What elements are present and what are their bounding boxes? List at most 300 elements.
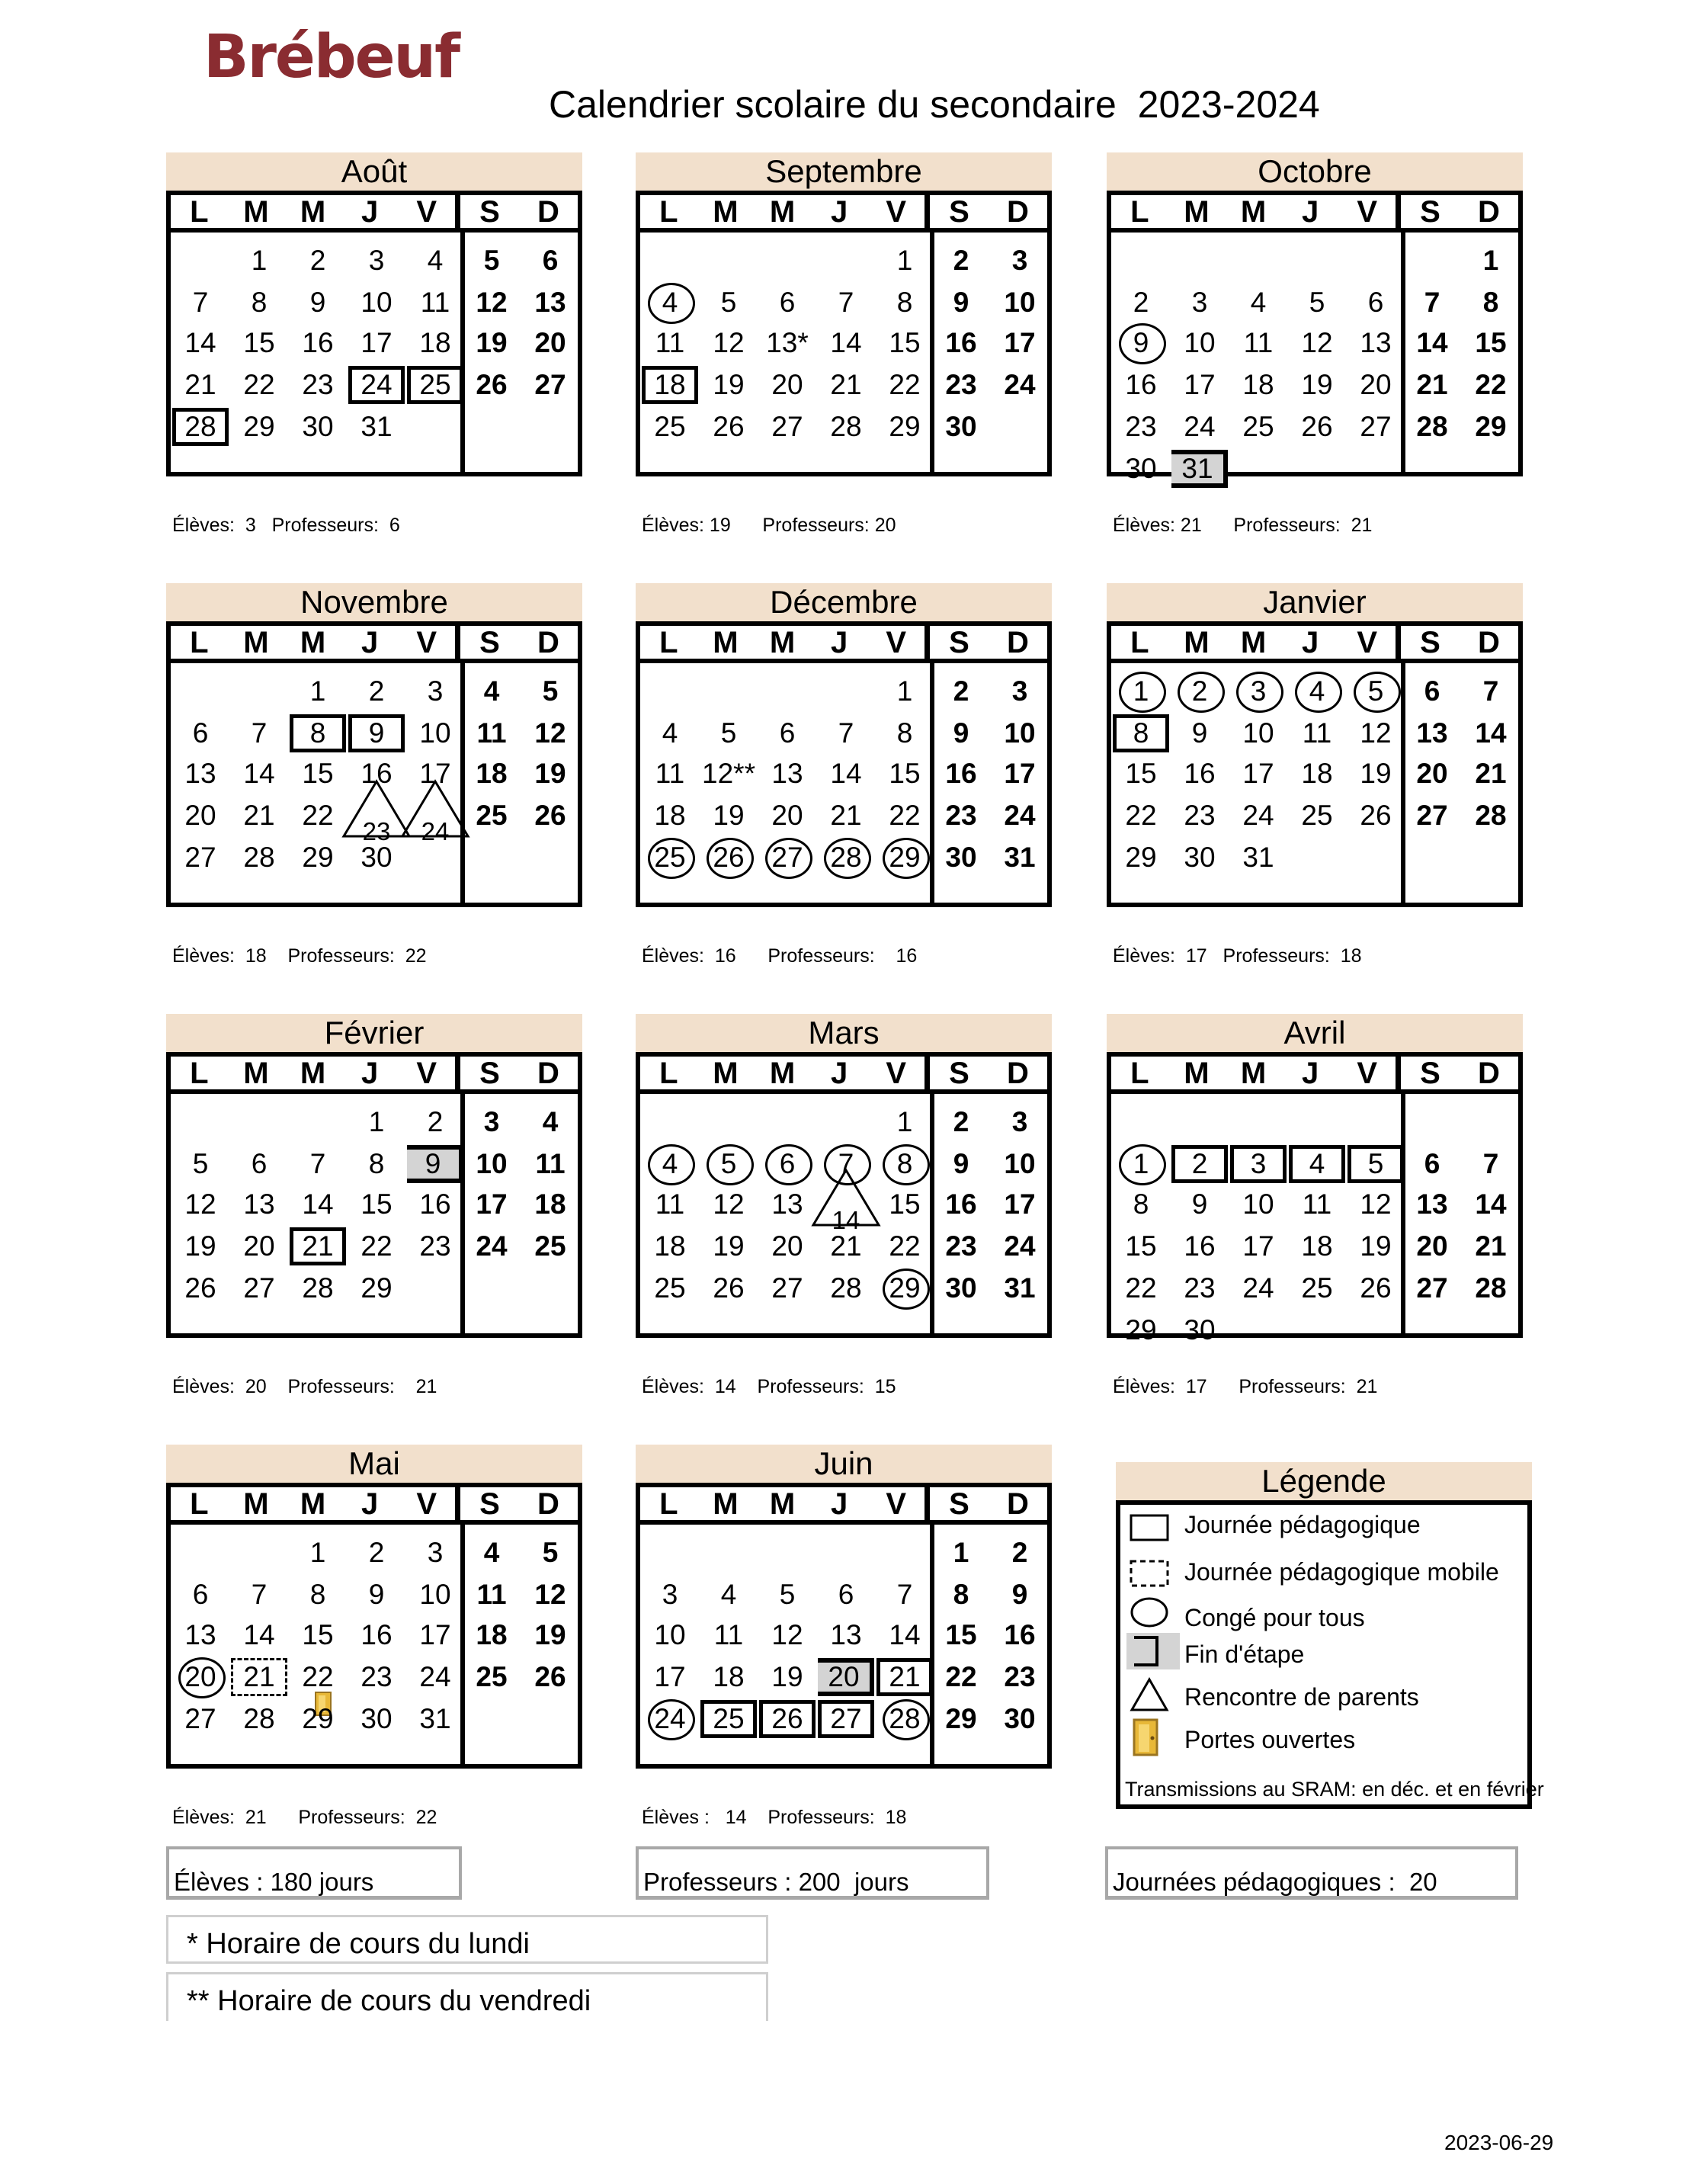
day-number: 18 xyxy=(476,758,508,789)
calendar-day xyxy=(992,1658,1048,1696)
day-number: 11 xyxy=(476,1579,507,1610)
day-number: 5 xyxy=(483,245,500,276)
calendar-day xyxy=(818,797,874,835)
day-number: 13 xyxy=(771,758,803,789)
weekday-header xyxy=(1107,191,1523,233)
calendar-days xyxy=(166,233,582,476)
day-number: 27 xyxy=(184,842,216,873)
calendar-day xyxy=(933,324,989,362)
calendar-day xyxy=(1463,324,1519,362)
calendar-day xyxy=(407,1534,463,1572)
month-6 xyxy=(166,1014,582,1338)
calendar-day xyxy=(700,1185,757,1224)
day-number: 10 xyxy=(419,717,451,749)
weekday-label: D xyxy=(1478,626,1500,659)
calendar-day xyxy=(1171,1227,1228,1265)
legend-item-portes-ouvertes: Portes ouvertes xyxy=(1184,1726,1356,1753)
day-number: 5 xyxy=(542,675,559,707)
calendar-day xyxy=(1230,284,1287,322)
legend-title: Légende xyxy=(1116,1462,1532,1500)
day-number: 13 xyxy=(243,1188,275,1220)
calendar-day xyxy=(1230,324,1287,362)
day-number: 14 xyxy=(830,758,862,789)
day-number: 6 xyxy=(779,287,796,318)
calendar-day xyxy=(348,284,405,322)
calendar-day xyxy=(172,714,229,752)
month-name: Octobre xyxy=(1107,152,1523,191)
day-number: 15 xyxy=(361,1188,393,1220)
day-number: 15 xyxy=(302,758,334,789)
weekday-label: L xyxy=(659,626,678,659)
calendar-day xyxy=(759,1185,816,1224)
day-number: 16 xyxy=(1184,1230,1216,1262)
month-day-counts: Élèves: 21 Professeurs: 21 xyxy=(1113,515,1373,536)
day-number: 5 xyxy=(1309,287,1325,318)
calendar-day xyxy=(876,366,933,404)
day-number: 17 xyxy=(1242,758,1274,789)
day-number: 7 xyxy=(838,717,854,749)
day-number: 30 xyxy=(1184,1314,1216,1345)
calendar-day xyxy=(1347,1185,1404,1224)
day-number: 11 xyxy=(1302,1188,1332,1220)
month-day-counts: Élèves: 18 Professeurs: 22 xyxy=(172,945,427,967)
calendar-day xyxy=(759,1145,816,1183)
weekday-label: M xyxy=(1240,1057,1267,1090)
calendar-day xyxy=(522,1616,578,1654)
calendar-day xyxy=(1171,324,1228,362)
day-number: 22 xyxy=(243,369,275,400)
day-number: 14 xyxy=(302,1188,334,1220)
day-number: 20 xyxy=(184,800,216,831)
day-number: 13 xyxy=(184,1619,216,1650)
day-number: 31 xyxy=(419,1703,451,1734)
day-number: 19 xyxy=(534,758,566,789)
day-number: 4 xyxy=(1309,1148,1325,1179)
calendar-day xyxy=(290,1616,346,1654)
calendar-day xyxy=(1113,839,1169,877)
calendar-day xyxy=(818,1700,874,1738)
calendar-day xyxy=(759,1616,816,1654)
month-2 xyxy=(1107,152,1523,484)
weekday-label: V xyxy=(416,626,437,659)
day-number: 8 xyxy=(309,717,326,749)
calendar-day xyxy=(231,366,287,404)
day-number: 22 xyxy=(889,369,921,400)
day-number: 10 xyxy=(1242,717,1274,749)
calendar-days xyxy=(166,1094,582,1338)
calendar-day xyxy=(1113,1269,1169,1307)
day-number: 3 xyxy=(1011,1106,1028,1137)
calendar-day xyxy=(700,1700,757,1738)
weekend-separator xyxy=(455,1487,460,1522)
day-number: 5 xyxy=(1367,1148,1384,1179)
calendar-day xyxy=(348,1227,405,1265)
day-number: 4 xyxy=(483,675,500,707)
circle-icon xyxy=(1130,1596,1169,1628)
day-number: 8 xyxy=(309,1579,326,1610)
month-3 xyxy=(166,583,582,907)
calendar-day xyxy=(933,839,989,877)
calendar-day xyxy=(1289,1185,1345,1224)
calendar-day xyxy=(759,1576,816,1614)
calendar-day xyxy=(1113,755,1169,793)
day-number: 30 xyxy=(945,411,977,442)
day-number: 2 xyxy=(1191,675,1208,707)
weekend-separator xyxy=(455,195,460,229)
day-number: 15 xyxy=(889,758,921,789)
calendar-day xyxy=(231,1145,287,1183)
calendar-day xyxy=(407,714,463,752)
weekday-label: M xyxy=(769,1057,796,1090)
day-number: 16 xyxy=(945,327,977,358)
day-number: 21 xyxy=(830,369,862,400)
day-number: 24 xyxy=(1004,800,1036,831)
calendar-day xyxy=(876,1227,933,1265)
weekend-separator xyxy=(1396,1057,1401,1091)
calendar-day xyxy=(290,797,346,835)
weekday-label: M xyxy=(713,1487,739,1521)
calendar-day xyxy=(1171,1185,1228,1224)
month-name: Mai xyxy=(166,1445,582,1483)
calendar-day xyxy=(933,242,989,280)
calendar-day xyxy=(876,242,933,280)
calendar-day xyxy=(933,1616,989,1654)
day-number: 26 xyxy=(713,1272,745,1304)
day-number: 29 xyxy=(302,842,334,873)
calendar-day xyxy=(1113,1227,1169,1265)
calendar-day xyxy=(642,1227,698,1265)
day-number: 2 xyxy=(368,1537,385,1568)
day-number: 3 xyxy=(427,1537,444,1568)
day-number: 6 xyxy=(779,717,796,749)
calendar-day xyxy=(933,1576,989,1614)
calendar-day xyxy=(1230,839,1287,877)
calendar-day xyxy=(522,672,578,710)
weekday-label: L xyxy=(190,1487,209,1521)
day-number: 24 xyxy=(654,1703,686,1734)
calendar-day xyxy=(642,1576,698,1614)
note-horaire-vendredi: ** Horaire de cours du vendredi xyxy=(166,1972,768,2021)
day-number: 23 xyxy=(419,1230,451,1262)
calendar-day xyxy=(172,1185,229,1224)
day-number: 27 xyxy=(184,1703,216,1734)
calendar-day xyxy=(290,672,346,710)
day-number: 5 xyxy=(720,717,737,749)
calendar-day xyxy=(992,1576,1048,1614)
day-number: 23 xyxy=(1184,1272,1216,1304)
calendar-day xyxy=(172,1227,229,1265)
day-number: 19 xyxy=(1301,369,1333,400)
calendar-day xyxy=(463,366,520,404)
calendar-day xyxy=(1347,714,1404,752)
day-number: 6 xyxy=(542,245,559,276)
month-name: Février xyxy=(166,1014,582,1052)
calendar-day xyxy=(876,1269,933,1307)
day-number: 14 xyxy=(184,327,216,358)
calendar-day xyxy=(348,1534,405,1572)
day-number: 28 xyxy=(830,411,862,442)
calendar-day xyxy=(1404,797,1460,835)
calendar-day xyxy=(1113,324,1169,362)
calendar-day xyxy=(933,1269,989,1307)
calendar-day xyxy=(348,1700,405,1738)
day-number: 27 xyxy=(771,842,803,873)
calendar-day xyxy=(522,1534,578,1572)
calendar-day xyxy=(1463,284,1519,322)
weekday-label: V xyxy=(416,195,437,229)
summary-professeurs: Professeurs : 200 jours xyxy=(636,1846,989,1900)
calendar-day xyxy=(231,1658,287,1696)
calendar-day xyxy=(172,1576,229,1614)
day-number: 12 xyxy=(534,717,566,749)
calendar-day xyxy=(1171,284,1228,322)
day-number: 3 xyxy=(1250,1148,1267,1179)
weekday-label: M xyxy=(243,195,269,229)
day-number: 21 xyxy=(830,800,862,831)
day-number: 3 xyxy=(427,675,444,707)
calendar-day xyxy=(348,714,405,752)
calendar-day xyxy=(992,1616,1048,1654)
day-number: 23 xyxy=(945,1230,977,1262)
calendar-day xyxy=(172,839,229,877)
calendar-day xyxy=(992,714,1048,752)
calendar-day xyxy=(1171,839,1228,877)
day-number: 13 xyxy=(771,1188,803,1220)
calendar-day xyxy=(759,1658,816,1696)
weekday-label: D xyxy=(1478,195,1500,229)
day-number: 12** xyxy=(702,758,755,789)
weekday-label: J xyxy=(830,195,848,229)
day-number: 2 xyxy=(427,1106,444,1137)
calendar-day xyxy=(1289,797,1345,835)
day-number: 31 xyxy=(1181,453,1213,484)
calendar-day xyxy=(992,284,1048,322)
day-number: 5 xyxy=(192,1148,209,1179)
calendar-day xyxy=(1463,797,1519,835)
calendar-day xyxy=(1171,755,1228,793)
day-number: 22 xyxy=(302,1661,334,1692)
day-number: 31 xyxy=(361,411,393,442)
day-number: 14 xyxy=(889,1619,921,1650)
month-name: Septembre xyxy=(636,152,1052,191)
weekday-label: L xyxy=(190,195,209,229)
calendar-day xyxy=(642,797,698,835)
calendar-day xyxy=(1113,1185,1169,1224)
day-number: 16 xyxy=(1125,369,1157,400)
day-number: 25 xyxy=(1301,1272,1333,1304)
day-number: 20 xyxy=(1360,369,1392,400)
calendar-day xyxy=(290,1269,346,1307)
calendar-day xyxy=(1463,366,1519,404)
calendar-day xyxy=(290,1700,346,1738)
day-number: 7 xyxy=(896,1579,913,1610)
day-number: 13 xyxy=(1416,717,1448,749)
day-number: 25 xyxy=(713,1703,745,1734)
weekday-label: S xyxy=(1420,195,1440,229)
legend xyxy=(1116,1462,1532,1500)
calendar-day xyxy=(1404,672,1460,710)
day-number: 14 xyxy=(832,1206,860,1234)
calendar-day xyxy=(1347,324,1404,362)
day-number: 4 xyxy=(662,287,678,318)
day-number: 17 xyxy=(654,1661,686,1692)
calendar-day xyxy=(759,1269,816,1307)
weekday-label: J xyxy=(830,626,848,659)
day-number: 7 xyxy=(251,717,268,749)
weekday-label: M xyxy=(243,1057,269,1090)
day-number: 24 xyxy=(421,817,450,845)
day-number: 7 xyxy=(1482,675,1499,707)
day-number: 31 xyxy=(1004,842,1036,873)
day-number: 12 xyxy=(1360,717,1392,749)
calendar-day xyxy=(992,1185,1048,1224)
calendar-day xyxy=(463,1227,520,1265)
calendar-day xyxy=(1404,1269,1460,1307)
calendar-day xyxy=(522,714,578,752)
day-number: 9 xyxy=(953,717,969,749)
calendar-day xyxy=(172,1269,229,1307)
day-number: 12 xyxy=(184,1188,216,1220)
calendar-day xyxy=(933,1103,989,1141)
day-number: 30 xyxy=(361,1703,393,1734)
weekday-label: M xyxy=(1184,626,1210,659)
weekday-label: V xyxy=(886,1487,907,1521)
day-number: 25 xyxy=(1242,411,1274,442)
calendar-day xyxy=(463,242,520,280)
day-number: 22 xyxy=(1125,1272,1157,1304)
day-number: 14 xyxy=(830,327,862,358)
calendar-day xyxy=(1171,714,1228,752)
calendar-day xyxy=(818,1269,874,1307)
day-number: 11 xyxy=(655,758,685,789)
calendar-day xyxy=(1113,1311,1169,1349)
day-number: 29 xyxy=(945,1703,977,1734)
calendar-day xyxy=(876,755,933,793)
note-horaire-lundi: * Horaire de cours du lundi xyxy=(166,1915,768,1964)
calendar-day xyxy=(933,672,989,710)
calendar-days xyxy=(636,1094,1052,1338)
calendar-day xyxy=(700,366,757,404)
legend-item-rencontre-parents: Rencontre de parents xyxy=(1184,1683,1419,1711)
day-number: 10 xyxy=(1004,287,1036,318)
day-number: 22 xyxy=(889,1230,921,1262)
day-number: 9 xyxy=(1191,1188,1208,1220)
day-number: 30 xyxy=(361,842,393,873)
weekday-label: S xyxy=(1420,626,1440,659)
calendar-day xyxy=(172,1658,229,1696)
calendar-day xyxy=(1463,1269,1519,1307)
weekday-label: M xyxy=(1184,195,1210,229)
day-number: 2 xyxy=(953,675,969,707)
calendar-day xyxy=(1463,755,1519,793)
month-0 xyxy=(166,152,582,476)
weekday-header xyxy=(636,191,1052,233)
weekday-label: M xyxy=(243,626,269,659)
calendar-day xyxy=(172,408,229,446)
day-number: 28 xyxy=(889,1703,921,1734)
weekday-label: V xyxy=(1357,626,1378,659)
month-8 xyxy=(1107,1014,1523,1345)
day-number: 19 xyxy=(1360,1230,1392,1262)
day-number: 9 xyxy=(368,1579,385,1610)
weekday-label: M xyxy=(300,626,326,659)
day-number: 25 xyxy=(654,1272,686,1304)
day-number: 28 xyxy=(1475,1272,1507,1304)
weekday-label: J xyxy=(1301,195,1319,229)
day-number: 29 xyxy=(361,1272,393,1304)
day-number: 7 xyxy=(1424,287,1440,318)
calendar-day xyxy=(1463,714,1519,752)
weekday-label: M xyxy=(243,1487,269,1521)
calendar-day xyxy=(1404,1145,1460,1183)
day-number: 18 xyxy=(713,1661,745,1692)
day-number: 15 xyxy=(889,327,921,358)
day-number: 20 xyxy=(771,369,803,400)
day-number: 31 xyxy=(1242,842,1274,873)
calendar-day xyxy=(231,1700,287,1738)
day-number: 18 xyxy=(654,800,686,831)
day-number: 28 xyxy=(1416,411,1448,442)
day-number: 24 xyxy=(1184,411,1216,442)
calendar-day xyxy=(407,1185,463,1224)
calendar-day xyxy=(463,714,520,752)
calendar-day xyxy=(642,1185,698,1224)
calendar-day xyxy=(1230,714,1287,752)
day-number: 12 xyxy=(771,1619,803,1650)
calendar-day xyxy=(1347,755,1404,793)
day-number: 1 xyxy=(953,1537,969,1568)
calendar-day xyxy=(992,242,1048,280)
calendar-day xyxy=(759,408,816,446)
calendar-day xyxy=(1347,284,1404,322)
day-number: 14 xyxy=(243,1619,275,1650)
weekday-label: V xyxy=(416,1057,437,1090)
calendar-day xyxy=(642,324,698,362)
day-number: 28 xyxy=(830,1272,862,1304)
weekday-label: S xyxy=(479,1487,500,1521)
weekday-label: J xyxy=(361,1057,379,1090)
weekday-label: L xyxy=(1130,195,1149,229)
calendar-day xyxy=(348,672,405,710)
calendar-day xyxy=(463,1616,520,1654)
day-number: 26 xyxy=(771,1703,803,1734)
calendar-day xyxy=(876,1616,933,1654)
weekday-label: M xyxy=(300,195,326,229)
calendar-day xyxy=(1404,284,1460,322)
calendar-day xyxy=(172,1700,229,1738)
calendar-day xyxy=(1404,755,1460,793)
day-number: 5 xyxy=(1367,675,1384,707)
calendar-day xyxy=(642,714,698,752)
day-number: 30 xyxy=(1004,1703,1036,1734)
day-number: 11 xyxy=(655,1188,685,1220)
weekday-label: S xyxy=(949,626,969,659)
calendar-day xyxy=(818,755,874,793)
calendar-day xyxy=(759,284,816,322)
month-day-counts: Élèves: 16 Professeurs: 16 xyxy=(642,945,918,967)
weekday-label: M xyxy=(300,1487,326,1521)
calendar-day xyxy=(642,1658,698,1696)
calendar-day xyxy=(759,714,816,752)
day-number: 28 xyxy=(1475,800,1507,831)
day-number: 26 xyxy=(534,800,566,831)
weekday-label: S xyxy=(949,195,969,229)
calendar-day xyxy=(1113,284,1169,322)
calendar-day xyxy=(1289,755,1345,793)
calendar-day xyxy=(876,797,933,835)
calendar-day xyxy=(1230,1185,1287,1224)
day-number: 27 xyxy=(1416,1272,1448,1304)
